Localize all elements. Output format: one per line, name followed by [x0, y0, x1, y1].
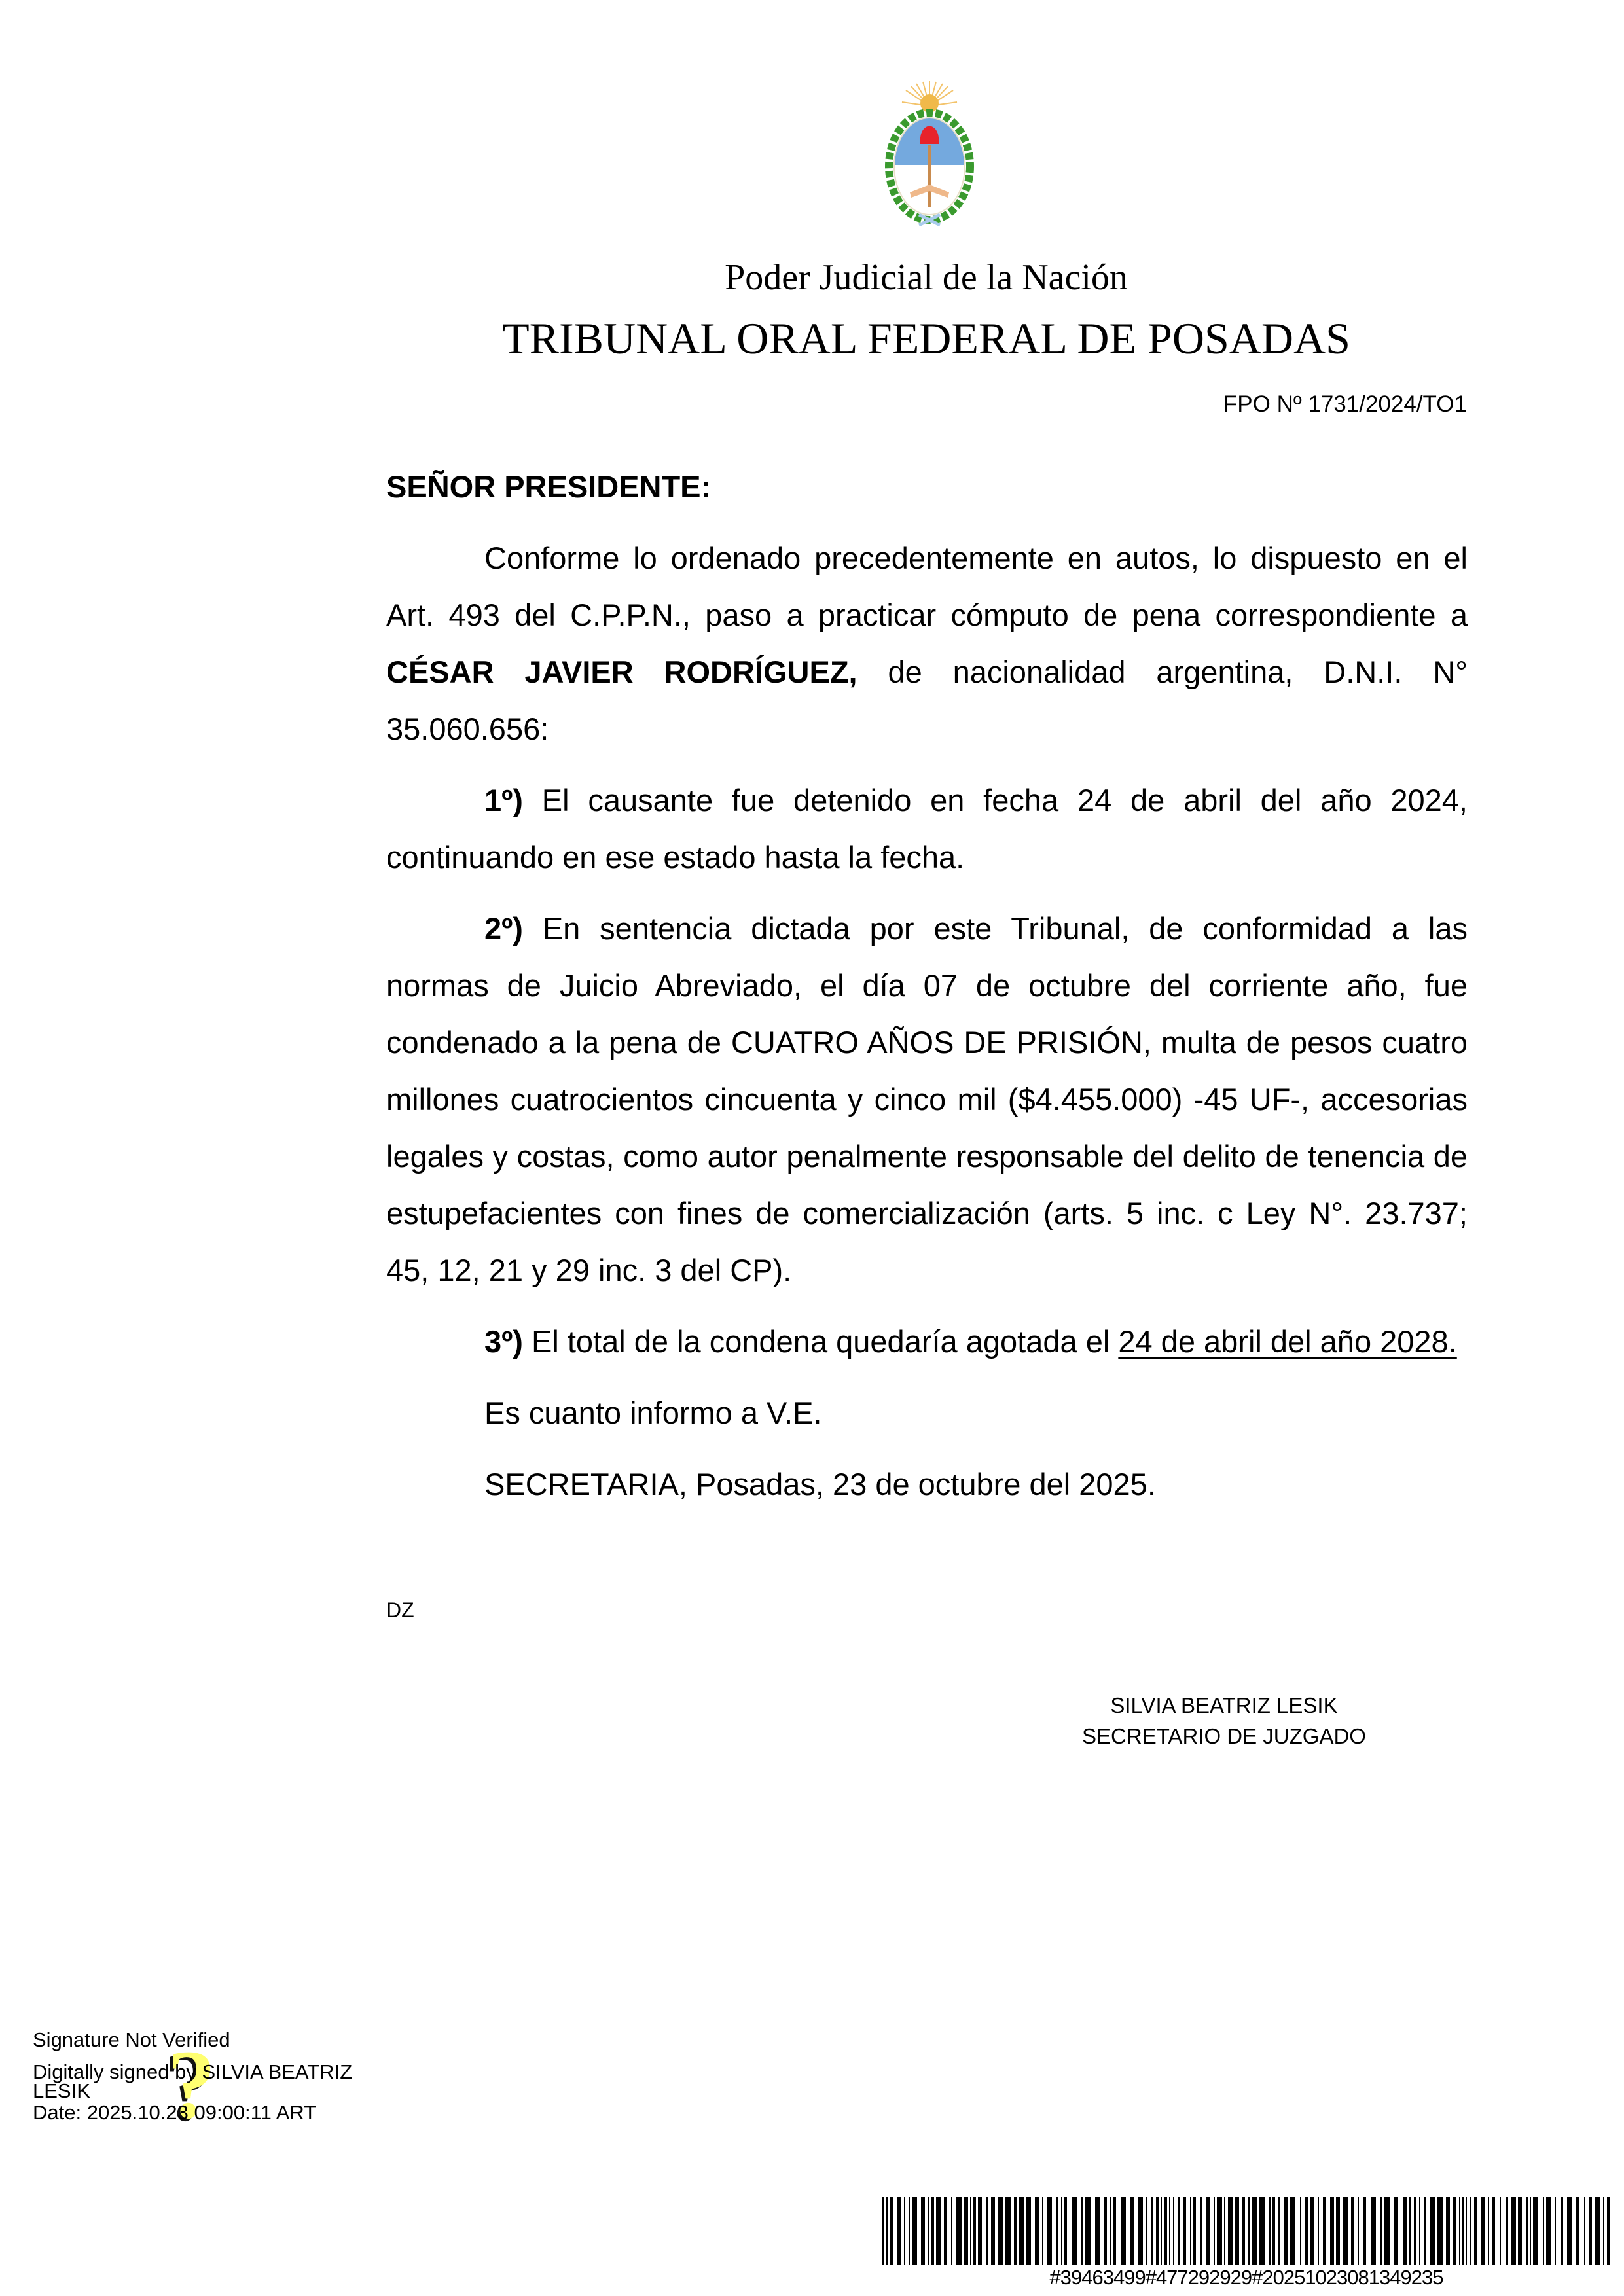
item-paragraph-1 [386, 772, 1468, 886]
organization-name: Poder Judicial de la Nación [725, 257, 1128, 298]
barcode-bar [1164, 2197, 1167, 2265]
barcode-bar [1506, 2197, 1508, 2265]
barcode-bar [1005, 2197, 1011, 2265]
signed-by-cont: LESIK [33, 2079, 90, 2102]
barcode-bar [1169, 2197, 1170, 2265]
barcode-bar [1518, 2197, 1522, 2265]
barcode-bar [1567, 2197, 1572, 2265]
barcode-bar [882, 2197, 884, 2265]
barcode-bar [970, 2197, 971, 2265]
barcode-bar [1228, 2197, 1233, 2265]
salutation-heading: SEÑOR PRESIDENTE: [386, 469, 712, 504]
barcode-bar [1183, 2197, 1186, 2265]
barcode-bar [1589, 2197, 1592, 2265]
barcode-bar [964, 2197, 968, 2265]
barcode-bar [1437, 2197, 1443, 2265]
barcode-bar [1323, 2197, 1326, 2265]
barcode-bar [1113, 2197, 1116, 2265]
barcode-bar [1459, 2197, 1460, 2265]
barcode-bar [1474, 2197, 1477, 2265]
barcode-bar [1047, 2197, 1052, 2265]
barcode-bar [1351, 2197, 1354, 2265]
barcode-bar [1584, 2197, 1585, 2265]
barcode [882, 2197, 1610, 2265]
initials: DZ [386, 1598, 414, 1622]
barcode-bar [1110, 2197, 1111, 2265]
barcode-bar [1190, 2197, 1191, 2265]
barcode-bar [1363, 2197, 1366, 2265]
barcode-bar [1419, 2197, 1420, 2265]
barcode-bar [1248, 2197, 1250, 2265]
barcode-bar [1259, 2197, 1265, 2265]
barcode-bar [1014, 2197, 1017, 2265]
barcode-bar [1173, 2197, 1174, 2265]
barcode-bar [1056, 2197, 1058, 2265]
barcode-bar [1095, 2197, 1100, 2265]
barcode-bar [1462, 2197, 1464, 2265]
barcode-bar [1242, 2197, 1245, 2265]
barcode-bar [936, 2197, 941, 2265]
item-text: El total de la condena quedaría agotada el [522, 1324, 1119, 1359]
barcode-bar [897, 2197, 901, 2265]
barcode-bar [1081, 2197, 1083, 2265]
barcode-bar [1061, 2197, 1062, 2265]
barcode-bar [1290, 2197, 1295, 2265]
intro-text-end: de nacionalidad argentina, D.N.I. N° 35.060.656: [386, 655, 1468, 746]
barcode-bar [1042, 2197, 1043, 2265]
barcode-bar [1200, 2197, 1202, 2265]
digital-signature-block[interactable] [33, 2029, 352, 2123]
expiry-date: 24 de abril del año 2028. [1118, 1324, 1457, 1359]
barcode-bar [1424, 2197, 1426, 2265]
barcode-bar [1305, 2197, 1308, 2265]
barcode-bar [904, 2197, 905, 2265]
barcode-bar [1206, 2197, 1210, 2265]
barcode-bar [1138, 2197, 1143, 2265]
barcode-bar [1384, 2197, 1390, 2265]
barcode-bar [1446, 2197, 1450, 2265]
barcode-bar [1358, 2197, 1359, 2265]
barcode-bar [1576, 2197, 1579, 2265]
barcode-bar [1121, 2197, 1126, 2265]
barcode-bar [951, 2197, 952, 2265]
barcode-bar [973, 2197, 976, 2265]
barcode-bar [991, 2197, 995, 2265]
file-number: FPO Nº 1731/2024/TO1 [1223, 391, 1467, 417]
signer-name: SILVIA BEATRIZ LESIK [1110, 1693, 1338, 1717]
barcode-bar [909, 2197, 910, 2265]
barcode-bar [1235, 2197, 1239, 2265]
barcode-bar [1161, 2197, 1162, 2265]
barcode-bar [1284, 2197, 1288, 2265]
barcode-bar [928, 2197, 929, 2265]
barcode-bar [1330, 2197, 1334, 2265]
barcode-bar [986, 2197, 988, 2265]
barcode-bar [1453, 2197, 1456, 2265]
barcode-bar [1156, 2197, 1159, 2265]
document-body [386, 458, 1468, 1527]
barcode-bar [1072, 2197, 1077, 2265]
defendant-name: CÉSAR JAVIER RODRÍGUEZ, [386, 655, 857, 689]
barcode-bar [1269, 2197, 1271, 2265]
barcode-bar [1546, 2197, 1551, 2265]
barcode-bar [1533, 2197, 1538, 2265]
barcode-bar [998, 2197, 1003, 2265]
barcode-bar [921, 2197, 925, 2265]
barcode-bar [1409, 2197, 1411, 2265]
barcode-bar [1561, 2197, 1563, 2265]
intro-text: Conforme lo ordenado precedentemente en autos, lo dispuesto en el Art. 493 del C.P.P.N., paso a practicar cómputo de pena correspondiente a [386, 541, 1468, 632]
barcode-bar [1403, 2197, 1407, 2265]
question-mark-icon: ? [167, 2030, 216, 2139]
signer-title: SECRETARIO DE JUZGADO [1082, 1724, 1366, 1748]
intro-paragraph [386, 529, 1468, 757]
barcode-bar [1193, 2197, 1196, 2265]
barcode-bar [1488, 2197, 1489, 2265]
closing-paragraph: Es cuanto informo a V.E. [484, 1395, 822, 1430]
barcode-bar [1470, 2197, 1471, 2265]
barcode-bar [1035, 2197, 1039, 2265]
barcode-bar [1104, 2197, 1107, 2265]
barcode-bar [1318, 2197, 1319, 2265]
coat-of-arms-emblem [877, 80, 982, 237]
barcode-text: #39463499#477292929#20251023081349235 [1049, 2266, 1443, 2289]
item-paragraph-2 [386, 900, 1468, 1299]
barcode-bar [1151, 2197, 1153, 2265]
barcode-bar [1064, 2197, 1067, 2265]
barcode-bar [1555, 2197, 1556, 2265]
barcode-bar [1380, 2197, 1382, 2265]
barcode-bar [1343, 2197, 1348, 2265]
barcode-bar [1500, 2197, 1501, 2265]
signature-status: Signature Not Verified [33, 2028, 230, 2051]
sun-icon [902, 81, 957, 113]
barcode-bar [1336, 2197, 1340, 2265]
barcode-bar [931, 2197, 934, 2265]
item-number: 2º) [484, 911, 523, 946]
barcode-bar [1272, 2197, 1275, 2265]
court-name: TRIBUNAL ORAL FEDERAL DE POSADAS [502, 314, 1350, 363]
barcode-bar [890, 2197, 893, 2265]
barcode-bar [978, 2197, 982, 2265]
barcode-bar [1481, 2197, 1485, 2265]
barcode-bar [1430, 2197, 1435, 2265]
barcode-bar [1278, 2197, 1280, 2265]
barcode-bar [1224, 2197, 1225, 2265]
item-paragraph-3 [386, 1313, 1468, 1370]
barcode-bar [956, 2197, 962, 2265]
barcode-bar [1019, 2197, 1024, 2265]
barcode-bar [1607, 2197, 1610, 2265]
barcode-bar [1414, 2197, 1416, 2265]
barcode-bar [1217, 2197, 1222, 2265]
barcode-bar [1026, 2197, 1031, 2265]
barcode-bar [1603, 2197, 1604, 2265]
item-number: 3º) [484, 1324, 523, 1359]
signature-date: Date: 2025.10.23 09:00:11 ART [33, 2101, 317, 2124]
signed-by: Digitally signed by SILVIA BEATRIZ [33, 2060, 353, 2083]
barcode-bar [1492, 2197, 1495, 2265]
barcode-bar [886, 2197, 888, 2265]
barcode-bar [1310, 2197, 1314, 2265]
barcode-bar [944, 2197, 947, 2265]
barcode-bar [1543, 2197, 1544, 2265]
barcode-bar [1511, 2197, 1516, 2265]
barcode-bar [1214, 2197, 1215, 2265]
place-date: SECRETARIA, Posadas, 23 de octubre del 2025. [484, 1467, 1156, 1501]
barcode-bar [1371, 2197, 1376, 2265]
barcode-bar [912, 2197, 917, 2265]
item-number: 1º) [484, 783, 523, 817]
barcode-bar [1178, 2197, 1180, 2265]
item-text: En sentencia dictada por este Tribunal, de conformidad a las normas de Juicio Abreviado, el día 07 de octubre del corriente año, fue condenado a la pena de CUATRO AÑOS DE PRISIÓN, multa de pesos cuatro millones cuatrocientos cincuenta y cinco mil ($4.455.000) -45 UF-, accesorias legales y costas, como autor penalmente responsable del delito de tenencia de estupefacientes con fines de comercialización (arts. 5 inc. c Ley N°. 23.737; 45, 12, 21 y 29 inc. 3 del CP). [386, 911, 1468, 1287]
barcode-bar [1300, 2197, 1301, 2265]
barcode-bar [1526, 2197, 1528, 2265]
item-text: El causante fue detenido en fecha 24 de abril del año 2024, continuando en ese estado hasta la fecha. [386, 783, 1468, 874]
barcode-bar [1252, 2197, 1257, 2265]
barcode-bar [1394, 2197, 1398, 2265]
barcode-bar [1130, 2197, 1134, 2265]
signer-block [1060, 1690, 1388, 1751]
barcode-bar [1085, 2197, 1091, 2265]
barcode-bar [1595, 2197, 1600, 2265]
barcode-bar [1146, 2197, 1147, 2265]
barcode-bar [1466, 2197, 1467, 2265]
barcode-bar [1530, 2197, 1531, 2265]
